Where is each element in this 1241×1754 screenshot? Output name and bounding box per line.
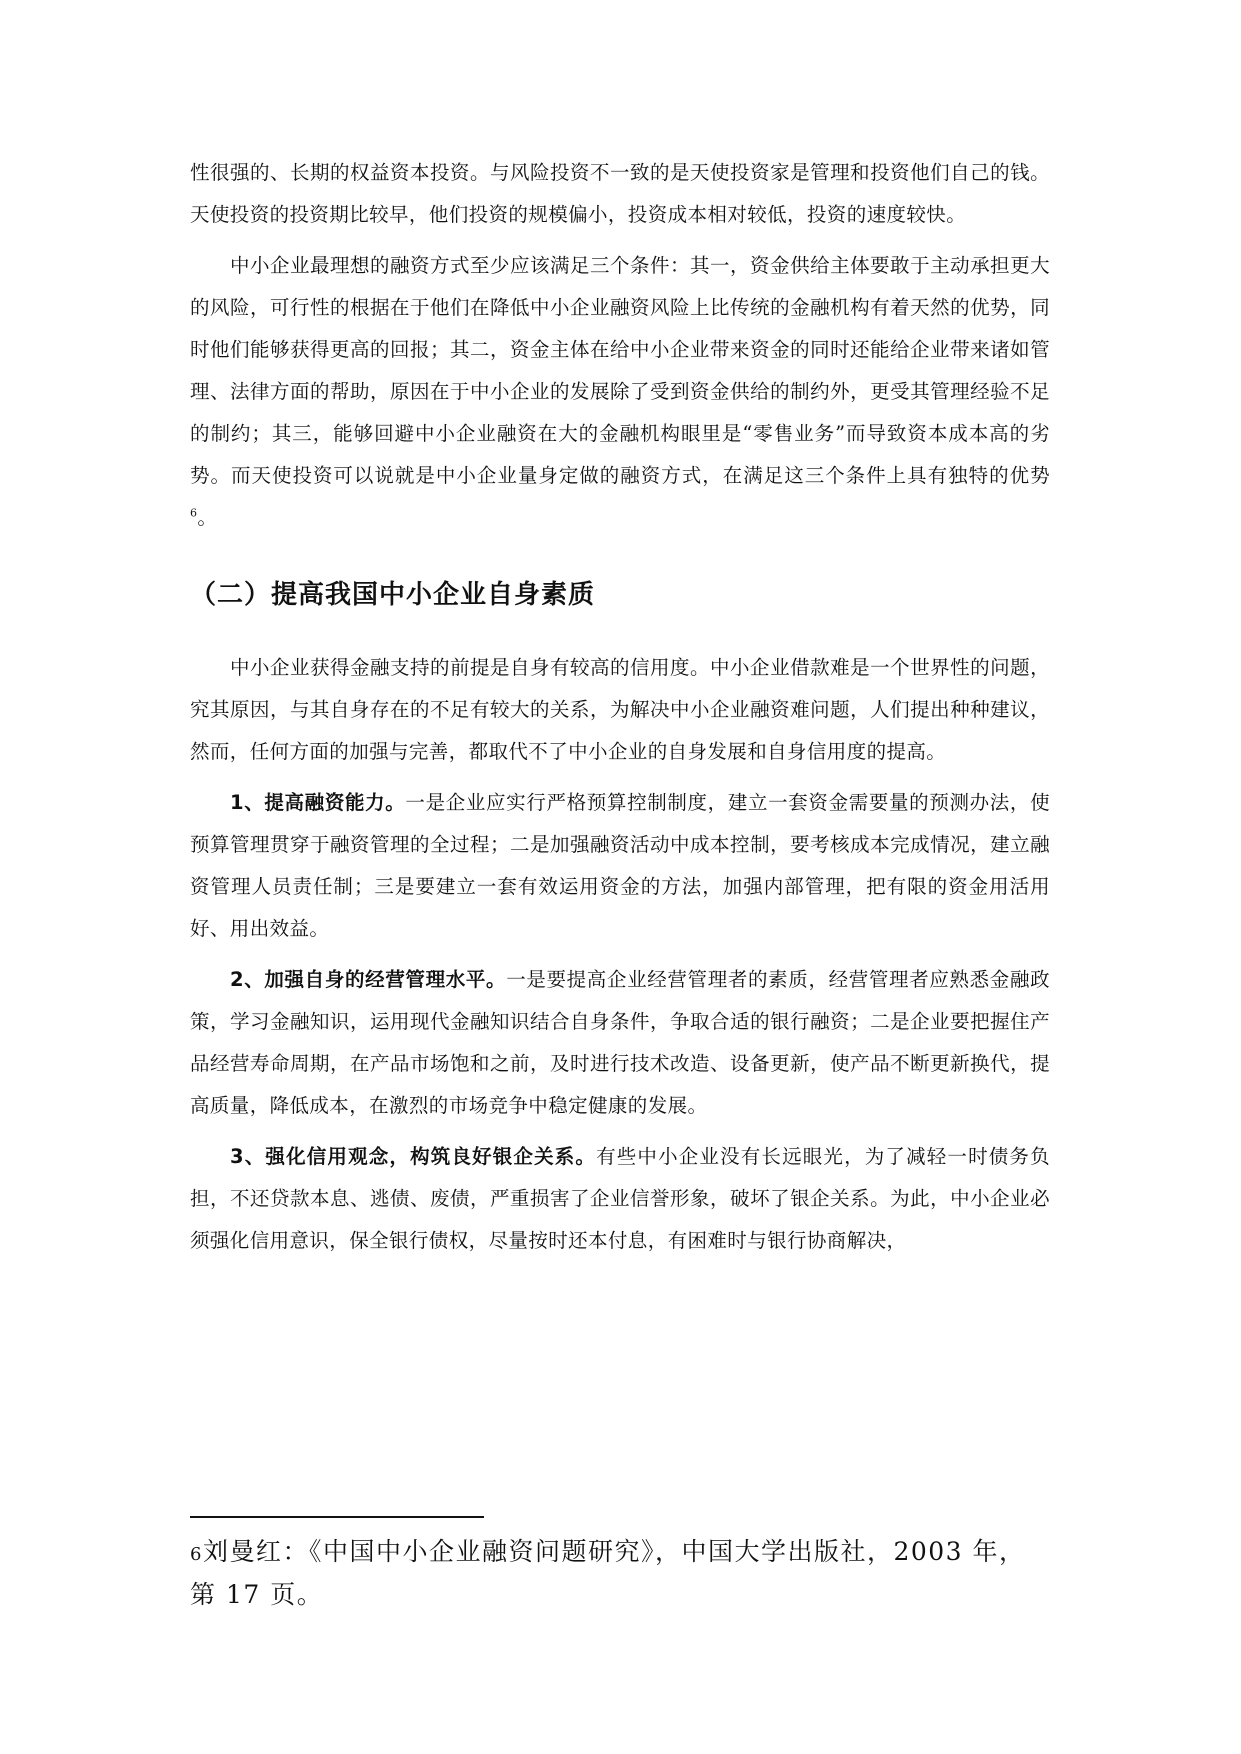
paragraph-lead: 3、强化信用观念，构筑良好银企关系。 xyxy=(230,1145,597,1168)
paragraph-text: 一是要提高企业经营管理者的素质，经营管理者应熟悉金融政策，学习金融知识，运用现代金融知识结合自身条件，争取合适的银行融资；二是企业要把握住产品经营寿命周期，在产品市场饱和之前，及时进行技术改造、设备更新，使产品不断更新换代，提高质量，降低成本，在激烈的市场竞争中稳定健康的发展。 xyxy=(190,968,1050,1117)
body-paragraph xyxy=(190,647,1050,773)
body-paragraph-item-1 xyxy=(190,782,1050,950)
footnote xyxy=(190,1532,1050,1615)
body-paragraph xyxy=(190,152,1050,236)
body-paragraph-item-2 xyxy=(190,959,1050,1127)
footnote-number: 6 xyxy=(190,1544,203,1565)
paragraph-text: 中小企业最理想的融资方式至少应该满足三个条件：其一，资金供给主体要敢于主动承担更大的风险，可行性的根据在于他们在降低中小企业融资风险上比传统的金融机构有着天然的优势，同时他们能够获得更高的回报；其二，资金主体在给中小企业带来资金的同时还能给企业带来诸如管理、法律方面的帮助，原因在于中小企业的发展除了受到资金供给的制约外，更受其管理经验不足的制约；其三，能够回避中小企业融资在大的金融机构眼里是“零售业务”而导致资本成本高的劣势。而天使投资可以说就是中小企业量身定做的融资方式，在满足这三个条件上具有独特的优势 xyxy=(190,254,1050,487)
paragraph-text: 性很强的、长期的权益资本投资。与风险投资不一致的是天使投资家是管理和投资他们自己的钱。天使投资的投资期比较早，他们投资的规模偏小，投资成本相对较低，投资的速度较快。 xyxy=(190,161,1050,226)
footnote-text: 刘曼红：《中国中小企业融资问题研究》，中国大学出版社，2003 年，第 17 页。 xyxy=(190,1537,1026,1609)
section-heading: （二）提高我国中小企业自身素质 xyxy=(190,580,596,610)
paragraph-lead: 2、加强自身的经营管理水平。 xyxy=(230,968,507,991)
footnote-separator xyxy=(190,1516,484,1518)
paragraph-text: 一是企业应实行严格预算控制制度，建立一套资金需要量的预测办法，使预算管理贯穿于融资管理的全过程；二是加强融资活动中成本控制，要考核成本完成情况，建立融资管理人员责任制；三是要建立一套有效运用资金的方法，加强内部管理，把有限的资金用活用好、用出效益。 xyxy=(190,791,1050,940)
paragraph-suffix: 。 xyxy=(197,506,218,529)
body-paragraph-item-3 xyxy=(190,1136,1050,1262)
page-body xyxy=(190,152,1050,1271)
paragraph-lead: 1、提高融资能力。 xyxy=(230,791,406,814)
paragraph-text: 有些中小企业没有长远眼光，为了减轻一时债务负担，不还贷款本息、逃债、废债，严重损害了企业信誉形象，破坏了银企关系。为此，中小企业必须强化信用意识，保全银行债权，尽量按时还本付息，有困难时与银行协商解决， xyxy=(190,1145,1050,1252)
footnote-reference[interactable]: 6 xyxy=(190,506,198,520)
paragraph-text: 中小企业获得金融支持的前提是自身有较高的信用度。中小企业借款难是一个世界性的问题，究其原因，与其自身存在的不足有较大的关系，为解决中小企业融资难问题，人们提出种种建议，然而，任何方面的加强与完善，都取代不了中小企业的自身发展和自身信用度的提高。 xyxy=(190,656,1050,763)
body-paragraph xyxy=(190,245,1050,539)
